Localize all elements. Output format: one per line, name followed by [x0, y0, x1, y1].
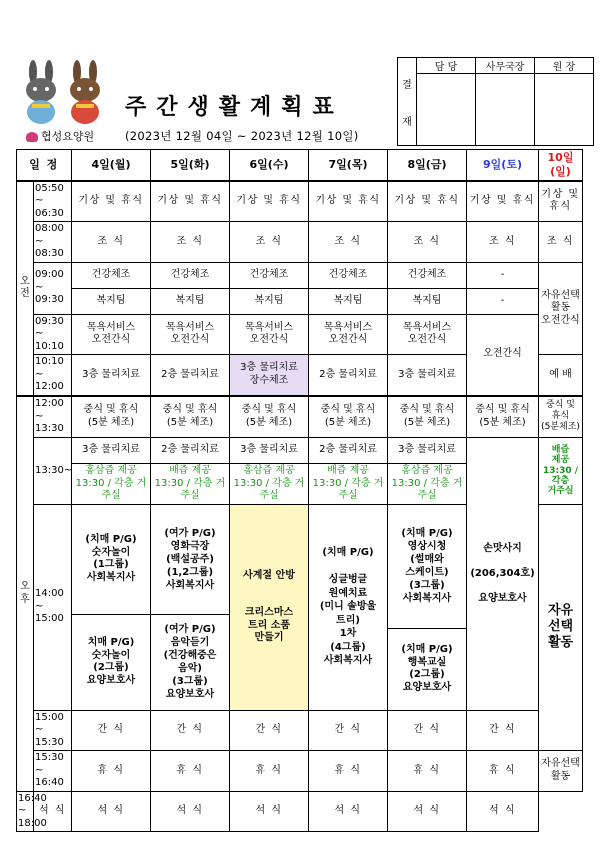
day-header: 7일(목) — [309, 150, 388, 181]
time-slot: 09:00 ~ 09:30 — [34, 262, 72, 314]
approval-role: 사무국장 — [476, 58, 535, 74]
table-row — [17, 181, 583, 222]
time-slot: 15:00 ~ 15:30 — [34, 710, 72, 751]
activity-cell: 기상 및 휴식 — [467, 181, 539, 222]
activity-cell: 간 식 — [309, 710, 388, 751]
approval-side-label: 결 재 — [398, 58, 417, 146]
activity-cell-highlight: 3층 물리치료 장수체조 — [230, 355, 309, 396]
activity-cell: 조 식 — [539, 222, 583, 263]
program-cell-highlight: 사계절 안방 크리스마스 트리 소품 만들기 — [230, 504, 309, 710]
activity-cell: 석 식 — [72, 791, 151, 832]
approval-sign-slot — [417, 74, 476, 146]
activity-cell: 조 식 — [151, 222, 230, 263]
activity-cell: 간 식 — [72, 710, 151, 751]
activity-cell: 복지팀 — [309, 288, 388, 314]
activity-cell: 석 식 — [467, 791, 539, 832]
time-slot: 05:50 ~ 06:30 — [34, 181, 72, 222]
activity-cell: 건강체조 — [388, 262, 467, 288]
period-am-label: 오 전 — [17, 181, 34, 396]
activity-cell: 중식 및 휴식 (5분 체조) — [388, 396, 467, 438]
table-row — [17, 751, 583, 792]
activity-cell: 조 식 — [72, 222, 151, 263]
activity-cell: 자유선택 활동 — [539, 751, 583, 792]
approval-role: 담 당 — [417, 58, 476, 74]
program-cell: (치매 P/G) 영상시청 (썰매와 스케이트) (3그룹) 사회복지사 — [388, 504, 467, 628]
program-cell: (치매 P/G) 행복교실 (2그룹) 요양보호사 — [388, 628, 467, 710]
activity-cell: 기상 및 휴식 — [72, 181, 151, 222]
time-slot: 08:00 ~ 08:30 — [34, 222, 72, 263]
program-cell: (치매 P/G) 싱글벙글 원예치료 (미니 솔방울 트리) 1차 (4그룹) 사회복지사 — [309, 504, 388, 710]
activity-cell: 중식 및 휴식 (5분 체조) — [309, 396, 388, 438]
activity-cell: 조 식 — [467, 222, 539, 263]
activity-cell: 3층 물리치료 — [388, 355, 467, 396]
activity-cell-saturday-program: 손맛사지 (206,304호) 요양보호사 — [467, 438, 539, 711]
activity-cell: 기상 및 휴식 — [309, 181, 388, 222]
page-title: 주간생활계획표 — [125, 95, 344, 120]
activity-cell: 3층 물리치료 — [72, 355, 151, 396]
time-slot: 16:40 ~ 18:00 — [17, 791, 34, 832]
approval-box — [397, 57, 594, 146]
activity-cell: 건강체조 — [72, 262, 151, 288]
activity-cell: 2층 물리치료 — [151, 438, 230, 464]
table-row — [17, 791, 583, 832]
table-row — [17, 396, 583, 438]
approval-sign-slot — [535, 74, 594, 146]
program-cell: (여가 P/G) 음악듣기 (건강해중은 음악) (3그룹) 요양보호사 — [151, 614, 230, 710]
activity-cell: 기상 및 휴식 — [539, 181, 583, 222]
activity-cell: 휴 식 — [388, 751, 467, 792]
activity-cell: 3층 물리치료 — [72, 438, 151, 464]
activity-cell: 휴 식 — [467, 751, 539, 792]
activity-cell: 3층 물리치료 — [388, 438, 467, 464]
organization-name: 협성요양원 — [26, 128, 94, 144]
activity-cell: 2층 물리치료 — [309, 355, 388, 396]
day-header-sunday: 10일(일) — [539, 150, 583, 181]
program-cell: (치매 P/G) 숫자놀이 (1그룹) 사회복지사 — [72, 504, 151, 614]
activity-cell: 2층 물리치료 — [151, 355, 230, 396]
time-slot: 12:00 ~ 13:30 — [34, 396, 72, 438]
activity-cell: 중식 및 휴식 (5분 체조) — [72, 396, 151, 438]
table-row — [17, 438, 583, 464]
activity-cell: 오전간식 — [467, 314, 539, 396]
program-cell-sunday: 자유 선택 활동 — [539, 504, 583, 751]
activity-cell: 건강체조 — [309, 262, 388, 288]
table-row — [17, 262, 583, 288]
activity-cell: 휴 식 — [151, 751, 230, 792]
bunny-mascot-right-icon — [66, 60, 104, 126]
activity-cell: 목욕서비스 오전간식 — [151, 314, 230, 355]
activity-cell: 목욕서비스 오전간식 — [309, 314, 388, 355]
program-cell: 치매 P/G) 숫자놀이 (2그룹) 요양보호사 — [72, 614, 151, 710]
organization-logo-icon — [26, 132, 38, 142]
activity-cell: 간 식 — [151, 710, 230, 751]
activity-cell: 건강체조 — [230, 262, 309, 288]
activity-cell: 복지팀 — [388, 288, 467, 314]
activity-cell: 석 식 — [309, 791, 388, 832]
activity-cell: 복지팀 — [151, 288, 230, 314]
activity-cell: 석 식 — [34, 791, 72, 832]
juice-note-sunday: 배즙 제공 13:30 / 각층 거주실 — [539, 438, 583, 505]
day-header: 5일(화) — [151, 150, 230, 181]
activity-cell: 목욕서비스 오전간식 — [72, 314, 151, 355]
activity-cell: 중식 및 휴식 (5분 체조) — [230, 396, 309, 438]
table-row — [17, 710, 583, 751]
activity-cell: 기상 및 휴식 — [230, 181, 309, 222]
juice-note: 홍삼즙 제공 13:30 / 각층 거주실 — [72, 464, 151, 505]
activity-cell: 중식 및 휴식 (5분체조) — [539, 396, 583, 438]
activity-cell: 석 식 — [151, 791, 230, 832]
activity-cell: 간 식 — [467, 710, 539, 751]
table-header-row — [17, 150, 583, 181]
activity-cell: 중식 및 휴식 (5분 체조) — [467, 396, 539, 438]
activity-cell: 휴 식 — [309, 751, 388, 792]
activity-cell: 석 식 — [230, 791, 309, 832]
time-slot: 10:10 ~ 12:00 — [34, 355, 72, 396]
activity-cell: 목욕서비스 오전간식 — [388, 314, 467, 355]
activity-cell: 목욕서비스 오전간식 — [230, 314, 309, 355]
activity-cell: 기상 및 휴식 — [388, 181, 467, 222]
activity-cell: 조 식 — [388, 222, 467, 263]
period-pm-label: 오 후 — [17, 396, 34, 792]
document-header — [0, 0, 600, 150]
time-slot: 14:00 ~ 15:00 — [34, 504, 72, 710]
juice-note: 배즙 제공 13:30 / 각층 거주실 — [151, 464, 230, 505]
juice-note: 홍삼즙 제공 13:30 / 각층 거주실 — [388, 464, 467, 505]
activity-cell: 중식 및 휴식 (5분 체조) — [151, 396, 230, 438]
table-row — [17, 222, 583, 263]
time-slot: 15:30 ~ 16:40 — [34, 751, 72, 792]
program-cell: (여가 P/G) 영화극장 (백설공주) (1,2그룹) 사회복지사 — [151, 504, 230, 614]
activity-cell: 휴 식 — [230, 751, 309, 792]
approval-sign-slot — [476, 74, 535, 146]
day-header: 6일(수) — [230, 150, 309, 181]
activity-cell: 예 배 — [539, 355, 583, 396]
day-header: 8일(금) — [388, 150, 467, 181]
activity-cell: 복지팀 — [230, 288, 309, 314]
bunny-mascot-left-icon — [22, 60, 60, 126]
juice-note: 배즙 제공 13:30 / 각층 거주실 — [309, 464, 388, 505]
activity-cell: 2층 물리치료 — [309, 438, 388, 464]
activity-cell: 조 식 — [309, 222, 388, 263]
activity-cell: 석 식 — [388, 791, 467, 832]
approval-role: 원 장 — [535, 58, 594, 74]
time-slot: 09:30 ~ 10:10 — [34, 314, 72, 355]
table-row — [17, 314, 583, 355]
activity-cell: 기상 및 휴식 — [151, 181, 230, 222]
schedule-period: (2023년 12월 04일 ~ 2023년 12월 10일) — [125, 129, 359, 143]
juice-note: 홍삼즙 제공 13:30 / 각층 거주실 — [230, 464, 309, 505]
activity-cell: 간 식 — [230, 710, 309, 751]
period-header: 일 정 — [17, 150, 72, 181]
activity-cell: - — [467, 262, 539, 288]
table-row — [17, 288, 583, 314]
activity-cell: 건강체조 — [151, 262, 230, 288]
activity-cell: 간 식 — [388, 710, 467, 751]
activity-cell: 조 식 — [230, 222, 309, 263]
day-header: 4일(월) — [72, 150, 151, 181]
activity-cell: 휴 식 — [72, 751, 151, 792]
activity-cell: 3층 물리치료 — [230, 438, 309, 464]
weekly-schedule-table — [16, 149, 583, 832]
activity-cell: 복지팀 — [72, 288, 151, 314]
day-header-saturday: 9일(토) — [467, 150, 539, 181]
activity-cell: - — [467, 288, 539, 314]
time-slot: 13:30~ — [34, 438, 72, 505]
activity-cell: 자유선택 활동 오전간식 — [539, 262, 583, 355]
